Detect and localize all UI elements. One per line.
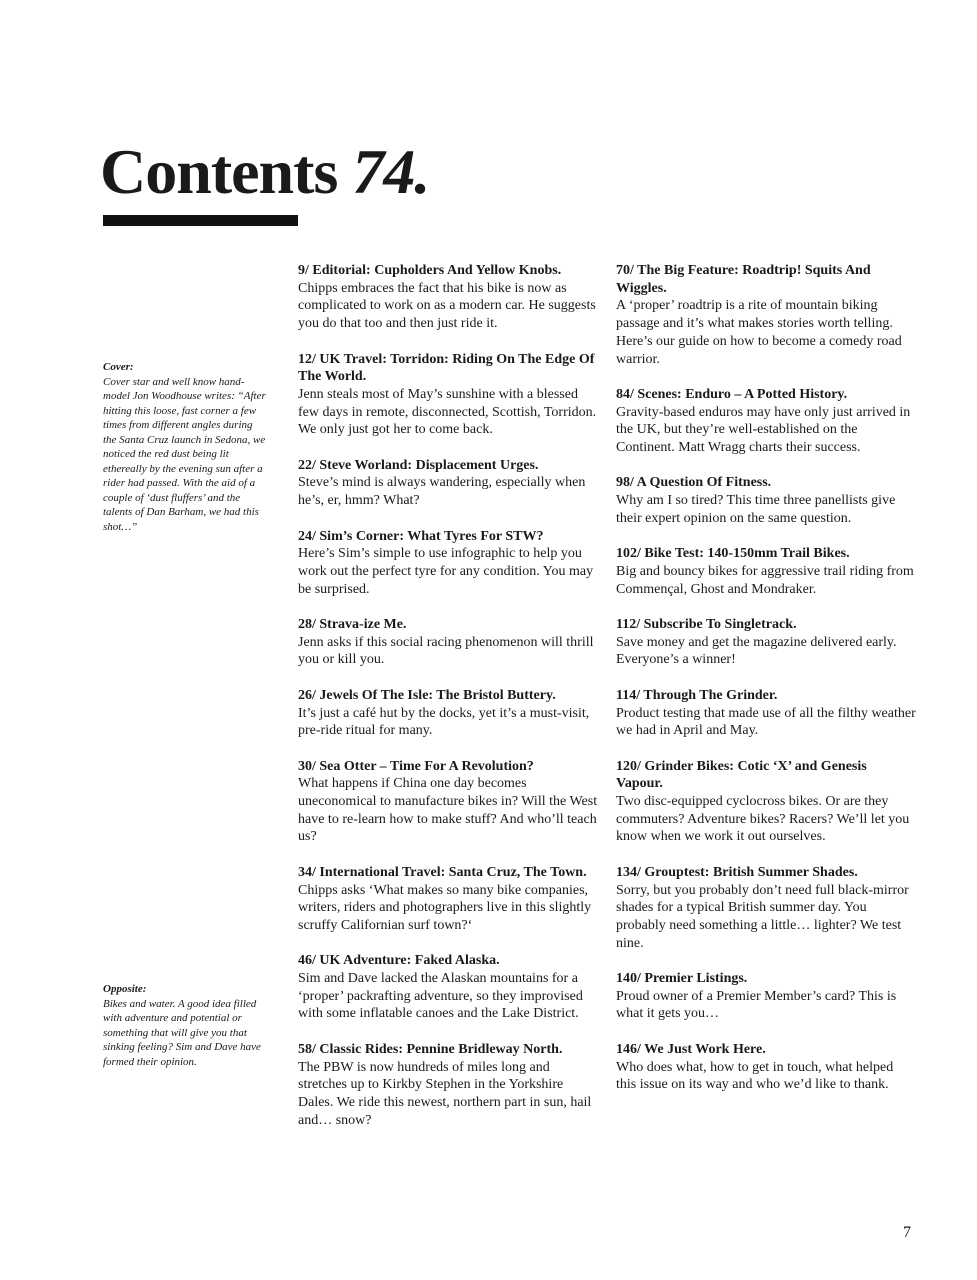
entry-description: Gravity-based enduros may have only just arrived in the UK, but they’re well-established on the Continent. Matt Wragg charts their success. bbox=[616, 404, 911, 456]
contents-entry[interactable] bbox=[298, 528, 598, 599]
entry-description: Two disc-equipped cyclocross bikes. Or are they commuters? Adventure bikes? Racers? We’ll let you know when we work it out ourselves. bbox=[616, 794, 910, 845]
entry-heading: 46/ UK Adventure: Faked Alaska. bbox=[298, 953, 500, 969]
entry-description: Chipps asks ‘What makes so many bike companies, writers, riders and photographers live in this slightly scruffy Californian surf town?‘ bbox=[298, 882, 592, 933]
title-word: Contents bbox=[100, 136, 338, 207]
entry-heading: 146/ We Just Work Here. bbox=[616, 1041, 766, 1057]
entry-heading: 134/ Grouptest: British Summer Shades. bbox=[616, 864, 858, 880]
entry-description: Chipps embraces the fact that his bike is now as complicated to work on as a modern car. He suggests you do that too and then just ride it. bbox=[298, 280, 596, 332]
contents-entry[interactable] bbox=[298, 457, 598, 510]
entry-description: Jenn asks if this social racing phenomenon will thrill you or kill you. bbox=[298, 634, 594, 668]
contents-entry[interactable] bbox=[616, 474, 916, 527]
entry-description: Save money and get the magazine delivered early. Everyone’s a winner! bbox=[616, 634, 897, 668]
entry-description: Steve’s mind is always wandering, especially when he’s, er, hmm? What? bbox=[298, 475, 586, 509]
contents-column-right bbox=[616, 262, 916, 1112]
entry-heading: 102/ Bike Test: 140-150mm Trail Bikes. bbox=[616, 546, 850, 562]
entry-heading: 114/ Through The Grinder. bbox=[616, 687, 778, 703]
contents-entry[interactable] bbox=[616, 386, 916, 457]
contents-entry[interactable] bbox=[616, 758, 916, 847]
entry-heading: 120/ Grinder Bikes: Cotic ‘X’ and Genesis Vapour. bbox=[616, 758, 867, 792]
entry-heading: 22/ Steve Worland: Displacement Urges. bbox=[298, 457, 539, 473]
contents-column-left bbox=[298, 262, 598, 1147]
entry-description: Here’s Sim’s simple to use infographic to help you work out the perfect tyre for any condition. You may be surprised. bbox=[298, 546, 594, 597]
entry-heading: 24/ Sim’s Corner: What Tyres For STW? bbox=[298, 528, 544, 544]
contents-entry[interactable] bbox=[298, 864, 598, 935]
contents-entry[interactable] bbox=[298, 262, 598, 333]
entry-heading: 112/ Subscribe To Singletrack. bbox=[616, 617, 797, 632]
contents-entry[interactable] bbox=[616, 262, 916, 368]
entry-description: Why am I so tired? This time three panellists give their expert opinion on the same question. bbox=[616, 493, 896, 526]
opposite-caption-text: Bikes and water. A good idea filled with adventure and potential or something that will give you that sinking feeling? Sim and Dave have formed their opinion. bbox=[103, 997, 261, 1068]
entry-description: Big and bouncy bikes for aggressive trail riding from Commençal, Ghost and Mondraker. bbox=[616, 563, 914, 597]
contents-entry[interactable] bbox=[616, 1041, 916, 1094]
entry-heading: 98/ A Question Of Fitness. bbox=[616, 475, 772, 491]
entry-heading: 34/ International Travel: Santa Cruz, The Town. bbox=[298, 864, 587, 880]
entry-description: Proud owner of a Premier Member’s card? This is what it gets you… bbox=[616, 988, 897, 1022]
entry-heading: 70/ The Big Feature: Roadtrip! Squits And Wiggles. bbox=[616, 263, 871, 296]
entry-heading: 28/ Strava-ize Me. bbox=[298, 617, 407, 632]
entry-heading: 58/ Classic Rides: Pennine Bridleway North. bbox=[298, 1041, 563, 1057]
cover-caption-label: Cover: bbox=[103, 361, 134, 373]
issue-number: 74. bbox=[352, 136, 430, 207]
entry-heading: 84/ Scenes: Enduro – A Potted History. bbox=[616, 386, 848, 402]
contents-entry[interactable] bbox=[616, 616, 916, 669]
contents-entry[interactable] bbox=[298, 687, 598, 740]
contents-entry[interactable] bbox=[298, 351, 598, 440]
entry-description: What happens if China one day becomes uneconomical to manufacture bikes in? Will the West have to re-learn how to make stuff? And who’ll teach us? bbox=[298, 776, 598, 845]
contents-entry[interactable] bbox=[616, 864, 916, 953]
entry-description: Product testing that made use of all the filthy weather we had in April and May. bbox=[616, 705, 916, 739]
entry-description: A ‘proper’ roadtrip is a rite of mountain biking passage and it’s what makes stories worth telling. Here’s our guide on how to become a comedy road warrior. bbox=[616, 298, 902, 367]
contents-entry[interactable] bbox=[298, 616, 598, 669]
entry-heading: 9/ Editorial: Cupholders And Yellow Knobs. bbox=[298, 263, 562, 278]
entry-heading: 140/ Premier Listings. bbox=[616, 971, 748, 986]
entry-description: Jenn steals most of May’s sunshine with a blessed few days in remote, disconnected, Scottish, Torridon. We only just got her to come back. bbox=[298, 386, 597, 438]
contents-entry[interactable] bbox=[616, 545, 916, 598]
entry-description: Sim and Dave lacked the Alaskan mountains for a ‘proper’ packrafting adventure, so they improvised with some inflatable canoes and the Lake District. bbox=[298, 971, 583, 1022]
page-title bbox=[100, 136, 430, 207]
entry-description: Sorry, but you probably don’t need full black-mirror shades for a typical British summer day. You probably need something a little… lighter? We test nine. bbox=[616, 882, 909, 951]
entry-description: Who does what, how to get in touch, what helped this issue on its way and who we’d like to thank. bbox=[616, 1059, 894, 1093]
cover-caption-text: Cover star and well know hand-model Jon Woodhouse writes: “After hitting this loose, fast corner a few times from different angles during the Santa Cruz launch in Sedona, we noticed the red dust being lit ethereally by the evening sun after a rider had passed. With the aid of a couple of ‘dust fluffers’ and the talents of Dan Barham, we had this shot…” bbox=[103, 375, 266, 533]
opposite-caption-label: Opposite: bbox=[103, 983, 147, 995]
entry-heading: 30/ Sea Otter – Time For A Revolution? bbox=[298, 758, 534, 774]
opposite-caption bbox=[103, 982, 268, 1069]
entry-description: It’s just a café hut by the docks, yet it’s a must-visit, pre-ride ritual for many. bbox=[298, 705, 590, 739]
contents-entry[interactable] bbox=[616, 687, 916, 740]
entry-description: The PBW is now hundreds of miles long and stretches up to Kirkby Stephen in the Yorkshire Dales. We ride this newest, northern part in sun, hail and… snow? bbox=[298, 1059, 592, 1128]
contents-entry[interactable] bbox=[298, 1041, 598, 1130]
contents-entry[interactable] bbox=[298, 758, 598, 847]
entry-heading: 26/ Jewels Of The Isle: The Bristol Buttery. bbox=[298, 687, 556, 703]
title-underline-bar bbox=[103, 215, 298, 226]
cover-caption bbox=[103, 360, 268, 534]
contents-entry[interactable] bbox=[616, 970, 916, 1023]
page-number: 7 bbox=[903, 1224, 911, 1241]
contents-entry[interactable] bbox=[298, 952, 598, 1023]
entry-heading: 12/ UK Travel: Torridon: Riding On The Edge Of The World. bbox=[298, 351, 595, 385]
